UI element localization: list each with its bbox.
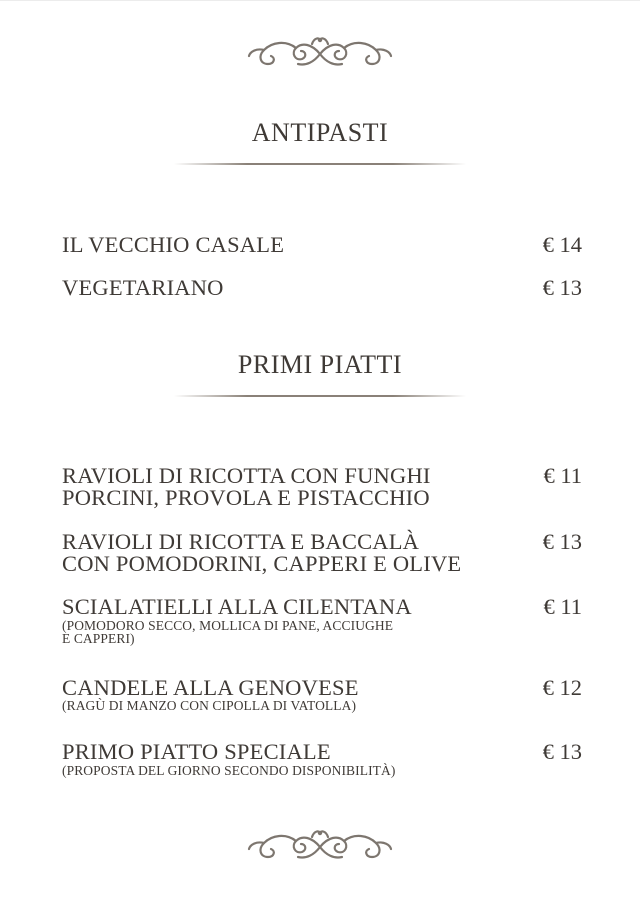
menu-item-name: RAVIOLI DI RICOTTA E BACCALÀ CON POMODORINI, CAPPERI E OLIVE <box>62 529 462 576</box>
menu-item-description: (PROPOSTA DEL GIORNO SECONDO DISPONIBILITÀ) <box>62 763 396 778</box>
menu-item-name: CANDELE ALLA GENOVESE <box>62 675 359 700</box>
menu-item-description: (RAGÙ DI MANZO CON CIPOLLA DI VATOLLA) <box>62 698 357 713</box>
section-title-antipasti: ANTIPASTI <box>251 118 389 147</box>
menu-item-name: SCIALATIELLI ALLA CILENTANA <box>62 594 412 619</box>
menu-item-name: PRIMO PIATTO SPECIALE <box>62 739 331 764</box>
menu-item-price: € 13 <box>542 529 582 554</box>
menu-item-name: VEGETARIANO <box>62 275 224 300</box>
menu-item-price: € 13 <box>542 275 582 300</box>
section-divider <box>174 163 466 165</box>
scroll-flourish-icon <box>246 34 394 74</box>
menu-item-price: € 11 <box>543 463 582 488</box>
menu-item-name: IL VECCHIO CASALE <box>62 232 285 257</box>
menu-item-description: (POMODORO SECCO, MOLLICA DI PANE, ACCIUGHE E CAPPERI) <box>62 618 394 646</box>
menu-item-price: € 14 <box>542 232 582 257</box>
section-divider <box>174 395 466 397</box>
scroll-flourish-icon <box>246 827 394 867</box>
menu-item-name: RAVIOLI DI RICOTTA CON FUNGHI PORCINI, PROVOLA E PISTACCHIO <box>62 463 431 510</box>
menu-item-price: € 11 <box>543 594 582 619</box>
menu-item-price: € 12 <box>542 675 582 700</box>
section-title-primi-piatti: PRIMI PIATTI <box>237 350 403 379</box>
menu-item-price: € 13 <box>542 739 582 764</box>
